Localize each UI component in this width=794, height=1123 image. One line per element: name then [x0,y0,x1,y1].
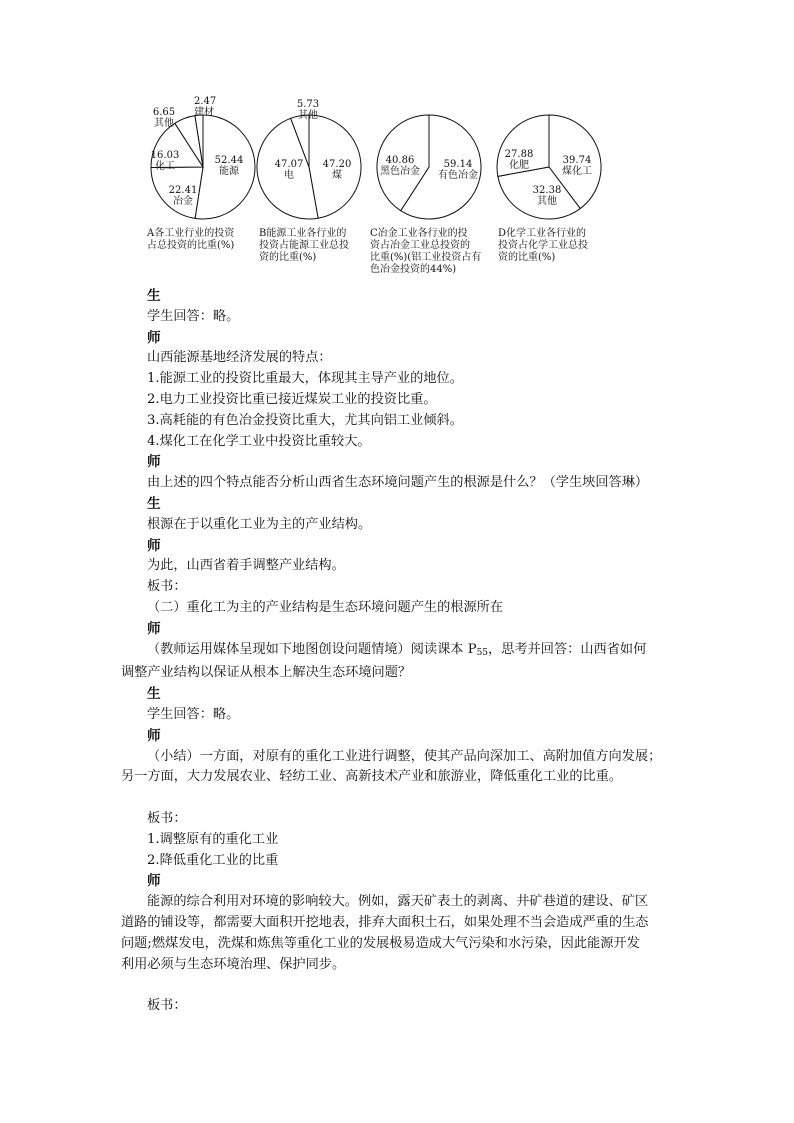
speaker-teacher: 师 [147,727,161,744]
paragraph: 学生回答：略。 [147,308,240,324]
board-label: 板书： [147,998,187,1014]
pie-slice-value: 47.07 [274,159,304,170]
pie-slice-label: 其他 [154,118,174,129]
chart-b-caption-line: B能源工业各行业的 [259,228,347,239]
pie-chart-a [151,96,255,219]
pie-slice-value: 40.86 [385,155,415,166]
paragraph-continued: 另一方面，大力发展农业、轻纺工业、高新技术产业和旅游业，降低重化工业的比重。 [121,769,623,785]
chart-a-caption [147,228,234,252]
pie-slice-label: 冶金 [173,196,193,207]
chart-d-caption-line: D化学工业各行业的 [498,228,587,239]
board-label: 板书： [147,810,187,826]
pie-slice-label: 电 [284,170,294,181]
pie-chart-d [497,115,601,219]
pie-slice-value: 6.65 [152,107,176,118]
pie-slice-label: 煤 [332,170,342,181]
list-item: 2.电力工业投资比重已接近煤炭工业的投资比重。 [147,391,437,407]
paragraph [147,640,687,664]
chart-c-caption [370,228,481,276]
pie-slice-label: 黑色冶金 [380,166,420,177]
paragraph: 学生回答：略。 [147,706,240,722]
pie-slice-label: 能源 [219,166,239,177]
paragraph: 由上述的四个特点能否分析山西省生态环境问题产生的根源是什么？（学生埉回答琳） [147,475,649,491]
paragraph: 为此，山西省着手调整产业结构。 [147,558,345,574]
chart-a-caption-line: 占总投资的比重(%) [147,240,235,251]
paragraph: （小结）一方面，对原有的重化工业进行调整，使其产品向深加工、高附加值方向发展； [147,748,662,764]
pie-slice-label: 建材 [194,107,214,118]
chart-d-caption-line: 投资占化学工业总投 [498,240,588,251]
paragraph: 能源的综合利用对环境的影响较大。例如，露天矿表土的剥离、井矿巷道的建设、矿区 [147,894,649,910]
chart-b-caption [259,228,349,264]
pie-slice-value: 5.73 [296,99,320,110]
pie-chart-b [257,99,361,219]
board-heading: （二）重化工为主的产业结构是生态环境问题产生的根源所在 [147,599,504,615]
pie-slice-value: 27.88 [504,149,534,160]
pie-slice-value: 32.38 [532,185,562,196]
paragraph-continued: 道路的铺设等，都需要大面积开挖地表，排弃大面积土石，如果处理不当会造成严重的生态 [121,914,649,930]
paragraph: 根源在于以重化工业为主的产业结构。 [147,516,372,532]
paragraph-continued: 问题;燃煤发电，洗煤和炼焦等重化工业的发展极易造成大气污染和水污染，因此能源开发 [121,935,640,951]
paragraph: 山西能源基地经济发展的特点： [147,350,332,366]
pie-slice-label: 其他 [537,196,557,207]
page-subscript: 55 [476,647,489,658]
pie-slice-value: 22.41 [168,185,198,196]
paragraph-continued: 调整产业结构以保证从根本上解决生态环境问题？ [121,665,412,681]
chart-b-caption-line: 投资占能源工业总投 [259,240,349,251]
pie-slice-value: 16.03 [150,150,180,161]
paragraph-part: （教师运用媒体呈现如下地图创设问题情境）阅读课本 P [147,641,477,657]
board-item: 2.降低重化工业的比重 [147,852,279,868]
list-item: 4.煤化工在化学工业中投资比重较大。 [147,433,371,449]
board-label: 板书： [147,579,187,595]
pie-slice-label: 煤化工 [562,166,592,177]
pie-slice-value: 52.44 [214,155,244,166]
chart-c-caption-line: 比重(%)(铝工业投资占有 [370,252,482,263]
chart-c-caption-line: 资占冶金工业总投资的 [370,240,470,251]
speaker-teacher: 师 [147,873,161,890]
paragraph-continued: 利用必须与生态环境治理、保护同步。 [121,956,346,972]
chart-d-caption-line: 资的比重(%) [498,252,556,263]
pie-slice-label: 其他 [298,110,318,121]
pie-slice-value: 47.20 [322,159,352,170]
pie-slice-label: 有色冶金 [438,170,478,181]
speaker-teacher: 师 [147,620,161,637]
speaker-teacher: 师 [147,329,161,346]
speaker-student: 生 [147,288,161,304]
pie-slice-label: 化肥 [509,160,529,171]
chart-c-caption-line: C冶金工业各行业的投 [370,228,468,239]
chart-b-caption-line: 资的比重(%) [259,252,317,263]
chart-a-caption-line: A各工业行业的投资 [147,228,235,239]
paragraph-part: ，思考并回答：山西省如何 [488,641,647,657]
pie-slice-value: 39.74 [562,155,592,166]
pie-slice-value: 2.47 [194,96,217,107]
chart-c-caption-line: 色冶金投资的44%) [370,264,457,275]
speaker-teacher: 师 [147,537,161,554]
pie-chart-c [377,115,481,219]
speaker-teacher: 师 [147,454,161,471]
list-item: 3.高耗能的有色冶金投资比重大，尤其向铝工业倾斜。 [147,412,463,428]
speaker-student: 生 [147,495,161,512]
chart-d-caption [498,228,588,264]
board-item: 1.调整原有的重化工业 [147,831,279,847]
list-item: 1.能源工业的投资比重最大，体现其主导产业的地位。 [147,371,463,387]
pie-charts-figure [130,95,690,295]
lesson-text [121,286,687,1017]
speaker-student: 生 [147,686,161,703]
pie-slice-label: 化工 [155,161,175,172]
pie-slice-value: 59.14 [443,159,473,170]
